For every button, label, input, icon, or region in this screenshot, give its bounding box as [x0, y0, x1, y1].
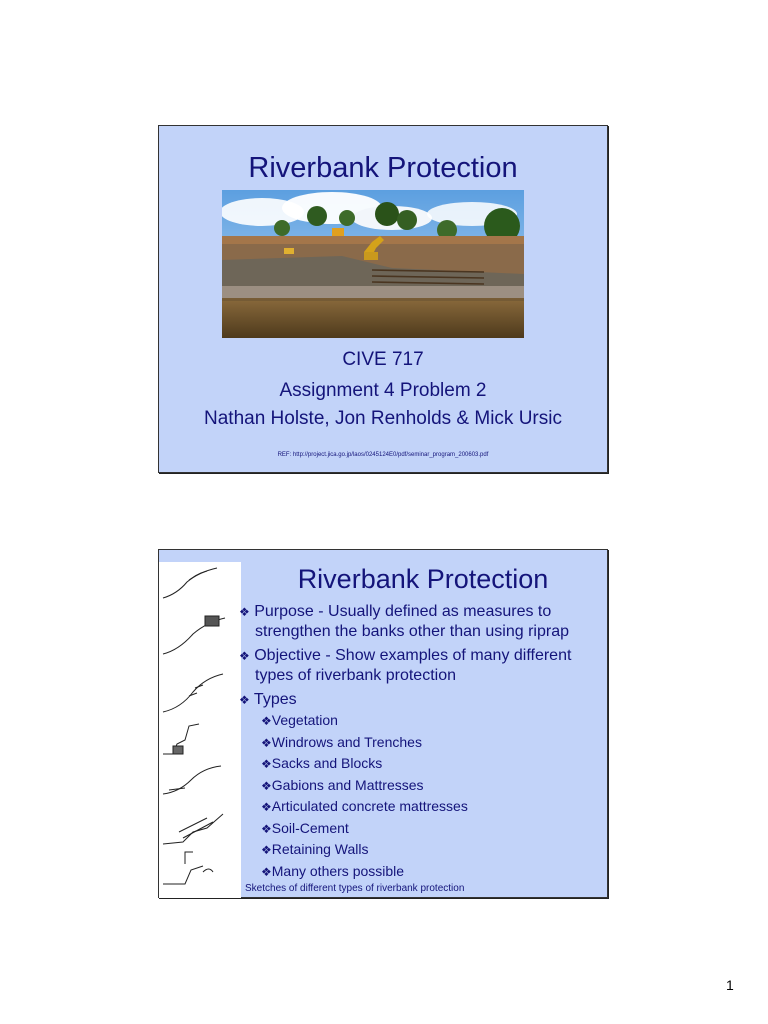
type-item: ❖Sacks and Blocks: [261, 755, 383, 771]
type-item: ❖Retaining Walls: [261, 841, 369, 857]
bullet-icon: ❖: [261, 735, 272, 750]
type-item: ❖Windrows and Trenches: [261, 733, 422, 750]
slide-title: Riverbank Protection: [248, 152, 518, 184]
bullet-icon: ❖: [239, 693, 250, 707]
bullet-types: ❖ Types: [239, 691, 297, 708]
type-item: ❖Articulated concrete mattresses: [261, 798, 468, 814]
bullet-icon: ❖: [239, 605, 250, 619]
bullet-purpose: ❖ Purpose - Usually defined as measures to strengthen the banks other than using riprap: [239, 603, 569, 640]
riverbank-photo: [222, 190, 524, 338]
bullet-icon: ❖: [261, 757, 272, 771]
type-item: ❖Many others possible: [261, 862, 405, 879]
authors-line: Nathan Holste, Jon Renholds & Mick Ursic: [204, 408, 562, 429]
slide-title: Riverbank Protection: [297, 564, 549, 594]
bullet-icon: ❖: [261, 821, 272, 836]
course-code: CIVE 717: [342, 349, 424, 370]
assignment-label: Assignment 4 Problem 2: [279, 380, 487, 401]
title-slide: [158, 125, 608, 473]
bullet-objective: ❖ Objective - Show examples of many different types of riverbank protection: [239, 647, 572, 684]
sketch-caption: Sketches of different types of riverbank protection: [245, 883, 465, 894]
type-item: ❖Vegetation: [261, 712, 338, 728]
page-number: 1: [726, 977, 734, 993]
type-item: ❖Soil-Cement: [261, 819, 349, 836]
reference-link: REF: http://project.jica.go.jp/laos/0245124E0/pdf/seminar_program_200603.pdf: [277, 452, 489, 458]
bullet-icon: ❖: [261, 843, 272, 857]
bullet-icon: ❖: [261, 714, 272, 728]
bullet-icon: ❖: [261, 800, 272, 814]
bullet-icon: ❖: [261, 864, 272, 879]
bullet-icon: ❖: [261, 778, 272, 793]
overview-slide: [158, 549, 608, 898]
bank-sketches: [159, 562, 241, 898]
bullet-icon: ❖: [239, 649, 250, 663]
bullet-list: [239, 602, 603, 882]
type-item: ❖Gabions and Mattresses: [261, 776, 424, 793]
